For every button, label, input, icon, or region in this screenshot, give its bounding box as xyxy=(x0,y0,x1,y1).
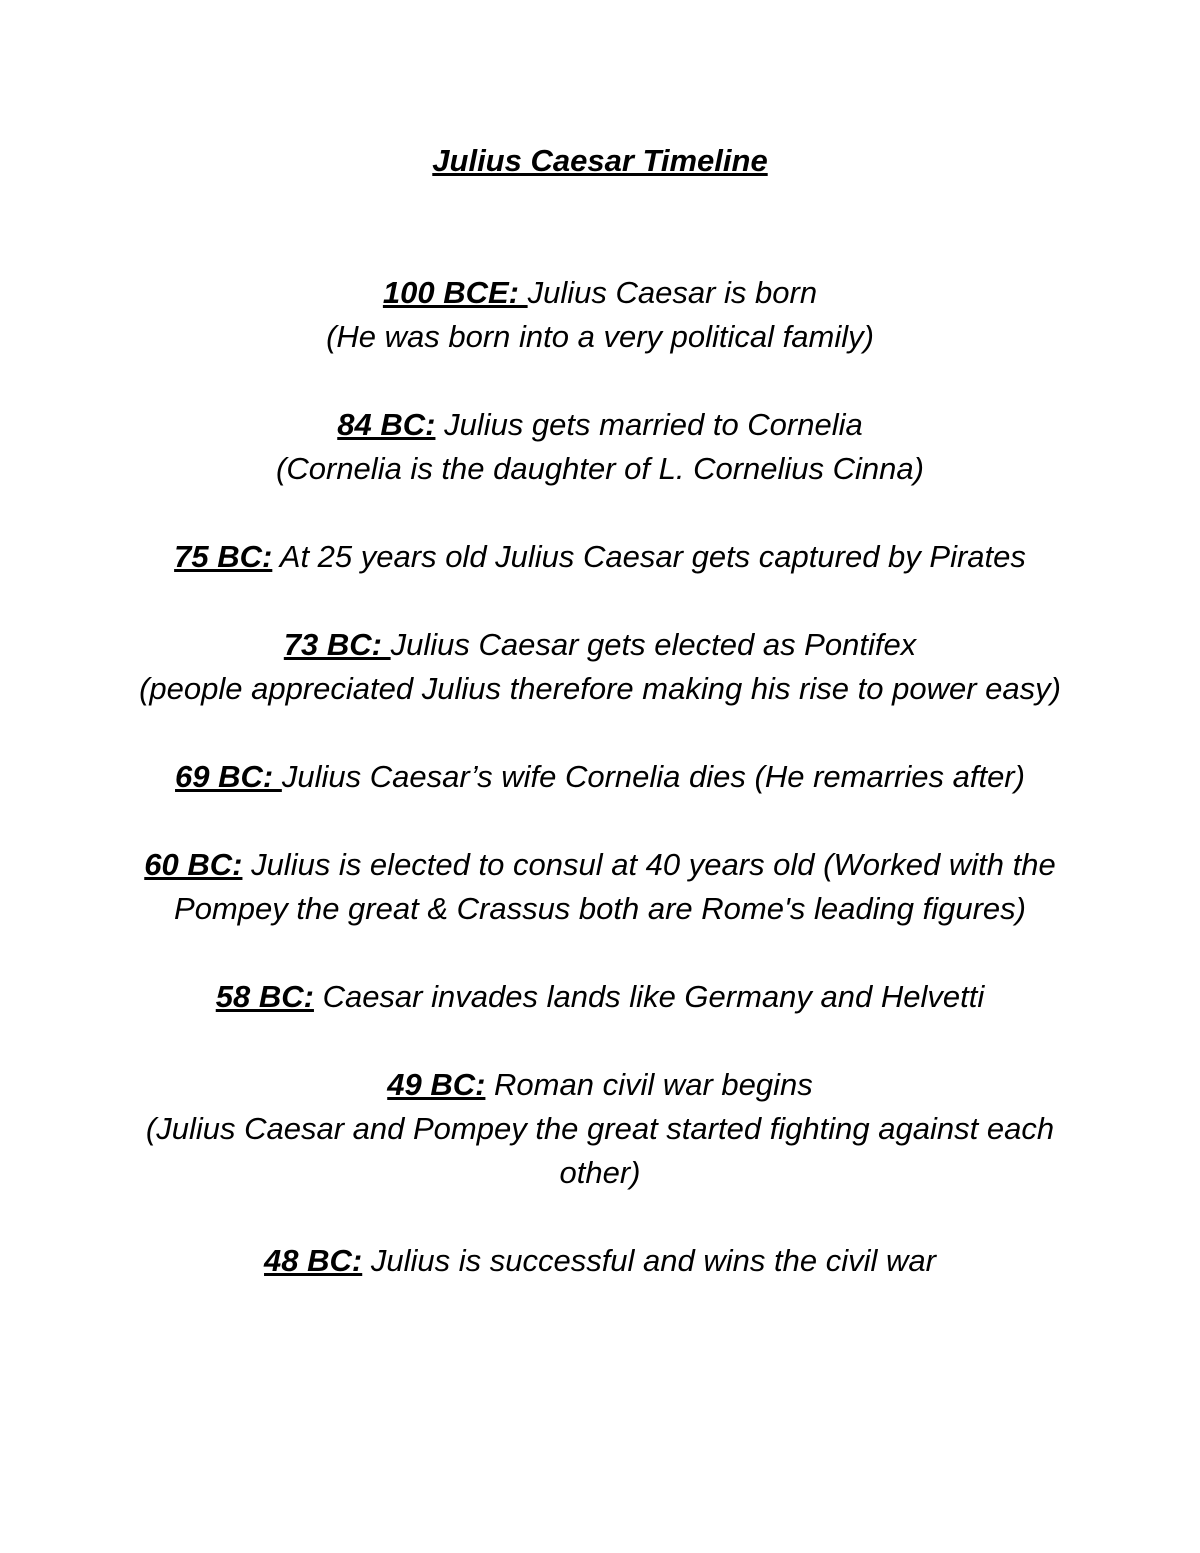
entry-event: At 25 years old Julius Caesar gets captured by Pirates xyxy=(272,539,1026,574)
entry-event: Julius Caesar is born xyxy=(527,275,818,310)
timeline-entry xyxy=(130,975,1070,1019)
document-title: Julius Caesar Timeline xyxy=(432,143,768,178)
entry-event: Julius gets married to Cornelia xyxy=(435,407,863,442)
entry-line xyxy=(130,843,1070,931)
entry-note: (He was born into a very political family) xyxy=(326,319,874,354)
entry-event: Roman civil war begins xyxy=(485,1067,813,1102)
timeline-entry xyxy=(130,843,1070,931)
entry-note: (people appreciated Julius therefore making his rise to power easy) xyxy=(139,671,1061,706)
timeline-entry xyxy=(130,403,1070,491)
entry-date: 73 BC: xyxy=(283,627,391,662)
entry-event: Julius Caesar’s wife Cornelia dies (He remarries after) xyxy=(281,759,1025,794)
entry-event: Julius is successful and wins the civil war xyxy=(362,1243,936,1278)
entry-date: 48 BC: xyxy=(264,1243,363,1278)
entry-date: 60 BC: xyxy=(144,847,243,882)
entry-line xyxy=(130,623,1070,667)
entry-line xyxy=(130,1063,1070,1107)
entry-date: 69 BC: xyxy=(175,759,282,794)
entry-line xyxy=(130,755,1070,799)
entry-date: 49 BC: xyxy=(387,1067,486,1102)
entry-date: 58 BC: xyxy=(215,979,314,1014)
entry-line xyxy=(130,535,1070,579)
entry-line xyxy=(130,403,1070,447)
timeline-entry xyxy=(130,1063,1070,1195)
timeline-entry xyxy=(130,1239,1070,1283)
entry-note: (Cornelia is the daughter of L. Cornelius Cinna) xyxy=(276,451,924,486)
entry-date: 84 BC: xyxy=(337,407,436,442)
entry-event: Julius Caesar gets elected as Pontifex xyxy=(390,627,917,662)
timeline-entry xyxy=(130,623,1070,711)
entry-line xyxy=(130,271,1070,315)
entry-note: (Julius Caesar and Pompey the great started fighting against each other) xyxy=(145,1111,1055,1190)
entry-line xyxy=(130,975,1070,1019)
timeline xyxy=(130,271,1070,1327)
entry-date: 75 BC: xyxy=(174,539,273,574)
entry-event: Caesar invades lands like Germany and Helvetti xyxy=(313,979,985,1014)
entry-date: 100 BCE: xyxy=(382,275,528,310)
timeline-entry xyxy=(130,535,1070,579)
entry-event: Julius is elected to consul at 40 years old (Worked with the Pompey the great & Crassus both are Rome's leading figures) xyxy=(174,847,1056,926)
entry-line xyxy=(130,1239,1070,1283)
timeline-entry xyxy=(130,755,1070,799)
timeline-entry xyxy=(130,271,1070,359)
